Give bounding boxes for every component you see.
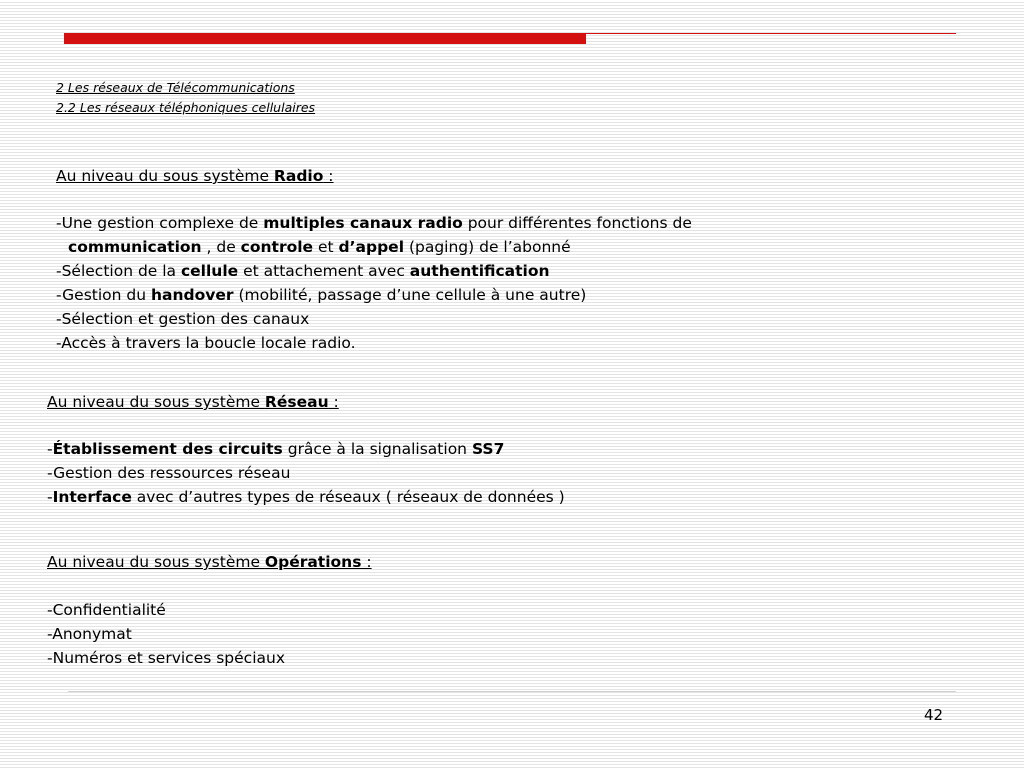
reseau-item-circuits: -Établissement des circuits grâce à la signalisation SS7 xyxy=(47,440,505,458)
header-accent-line xyxy=(586,33,956,34)
footer-divider xyxy=(68,691,956,692)
reseau-heading: Au niveau du sous système Réseau : xyxy=(47,393,339,411)
radio-item-channels-cont: communication , de controle et d’appel (paging) de l’abonné xyxy=(68,238,571,256)
operations-item-anonymity: -Anonymat xyxy=(47,625,132,643)
radio-item-channels: -Une gestion complexe de multiples canaux radio pour différentes fonctions de xyxy=(56,214,692,232)
header-accent-bar xyxy=(64,33,586,44)
breadcrumb-section: 2 Les réseaux de Télécommunications xyxy=(56,80,295,95)
operations-heading: Au niveau du sous système Opérations : xyxy=(47,553,372,571)
operations-item-special-numbers: -Numéros et services spéciaux xyxy=(47,649,286,667)
page-number: 42 xyxy=(924,706,944,724)
reseau-item-interface: -Interface avec d’autres types de réseaux ( réseaux de données ) xyxy=(47,488,565,506)
operations-item-confidentiality: -Confidentialité xyxy=(47,601,166,619)
breadcrumb-subsection: 2.2 Les réseaux téléphoniques cellulaires xyxy=(56,100,316,115)
radio-item-handover: -Gestion du handover (mobilité, passage d’une cellule à une autre) xyxy=(56,286,587,304)
radio-heading: Au niveau du sous système Radio : xyxy=(56,167,334,185)
radio-item-local-loop: -Accès à travers la boucle locale radio. xyxy=(56,334,356,352)
reseau-item-resources: -Gestion des ressources réseau xyxy=(47,464,291,482)
radio-item-channel-management: -Sélection et gestion des canaux xyxy=(56,310,310,328)
radio-item-cell: -Sélection de la cellule et attachement avec authentification xyxy=(56,262,550,280)
